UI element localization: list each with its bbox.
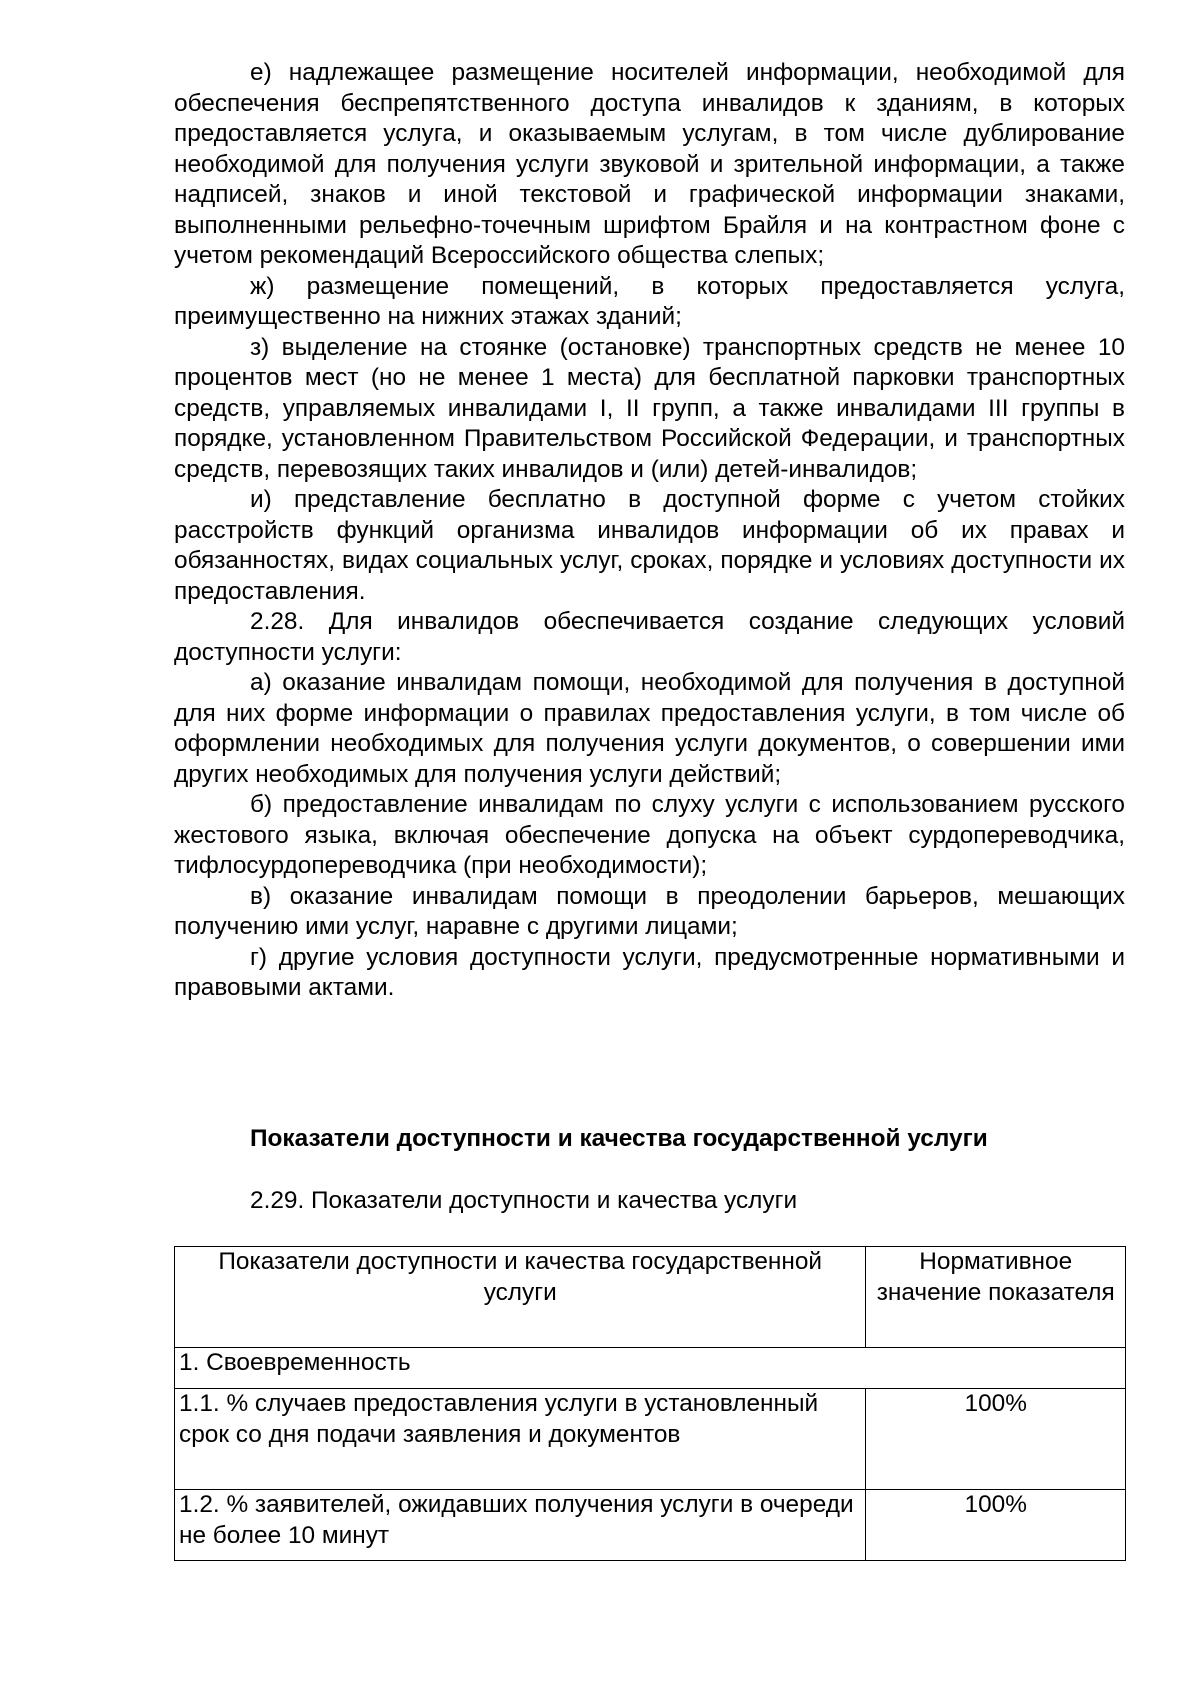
value-cell: 100% [866,1490,1126,1561]
paragraph-item-z: з) выделение на стоянке (остановке) транспортных средств не менее 10 процентов мест (но не менее 1 места) для бесплатной парковки транспортных средств, управляемых инвалидами I, II групп, а также инвалидами III группы в порядке, установленном Правительством Российской Федерации, и транспортных средств, перевозящих таких инвалидов и (или) детей-инвалидов; [174,333,1125,483]
indicator-cell: 1.1. % случаев предоставления услуги в установленный срок со дня подачи заявления и документов [175,1389,866,1490]
section-timeliness: 1. Своевременность [175,1348,1126,1389]
indicator-cell: 1.2. % заявителей, ожидавших получения услуги в очереди не более 10 минут [175,1490,866,1561]
paragraph-item-a: а) оказание инвалидам помощи, необходимой для получения в доступной для них форме информации о правилах предоставления услуги, в том числе об оформлении необходимых для получения услуги документов, о совершении ими других необходимых для получения услуги действий; [174,669,1125,788]
paragraph-item-e: е) надлежащее размещение носителей информации, необходимой для обеспечения беспрепятственного доступа инвалидов к зданиям, в которых предоставляется услуга, и оказываемым услугам, в том числе дублирование необходимой для получения услуги звуковой и зрительной информации, а также надписей, знаков и иной текстовой и графической информации знаками, выполненными рельефно-точечным шрифтом Брайля и на контрастном фоне с учетом рекомендаций Всероссийского общества слепых; [174,59,1125,269]
paragraph-item-i: и) представление бесплатно в доступной форме с учетом стойких расстройств функций организма инвалидов информации об их правах и обязанностях, видах социальных услуг, сроках, порядке и условиях доступности их предоставления. [174,486,1125,605]
value-cell: 100% [866,1389,1126,1490]
header-indicators: Показатели доступности и качества государственной услуги [175,1247,866,1348]
subsection-2-29: 2.29. Показатели доступности и качества услуги [250,1187,798,1214]
paragraph-item-v: в) оказание инвалидам помощи в преодолении барьеров, мешающих получению ими услуг, наравне с другими лицами; [174,882,1125,940]
paragraph-item-b: б) предоставление инвалидам по слуху услуги с использованием русского жестового языка, включая обеспечение допуска на объект сурдопереводчика, тифлосурдопереводчика (при необходимости); [174,791,1125,879]
body-text [174,58,1125,1004]
table-section-row [175,1348,1126,1389]
paragraph-item-zh: ж) размещение помещений, в которых предоставляется услуга, преимущественно на нижних этажах зданий; [174,272,1125,330]
paragraph-2-28: 2.28. Для инвалидов обеспечивается создание следующих условий доступности услуги: [174,608,1125,666]
indicators-table [174,1246,1126,1561]
table-row [175,1389,1126,1490]
table-header-row [175,1247,1126,1348]
table-row [175,1490,1126,1561]
header-normative-value: Нормативное значение показателя [866,1247,1126,1348]
section-heading: Показатели доступности и качества государственной услуги [250,1125,988,1152]
paragraph-item-g: г) другие условия доступности услуги, предусмотренные нормативными и правовыми актами. [174,943,1125,1001]
